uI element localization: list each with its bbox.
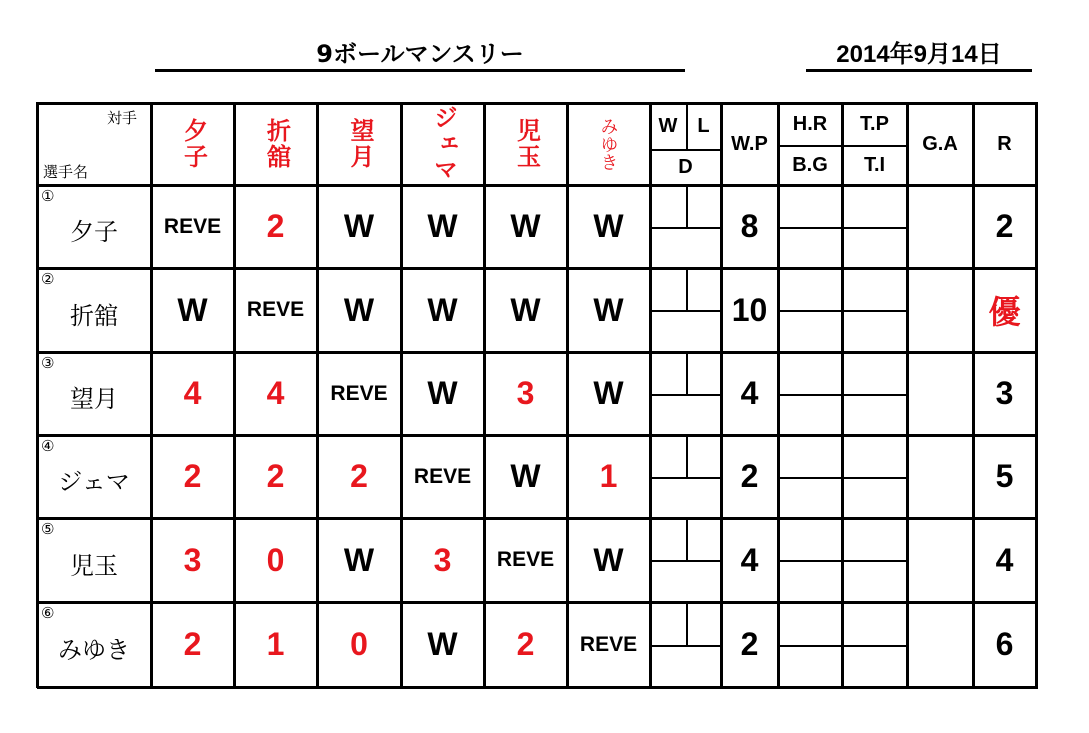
header-r <box>973 103 1036 185</box>
header-wp <box>721 103 778 185</box>
wld-row-divider <box>650 477 721 479</box>
d-label: D <box>678 155 693 178</box>
player-name: ジェマ <box>58 468 130 496</box>
result-value: 4 <box>183 375 202 411</box>
result-value: REVE <box>496 548 555 571</box>
result-value: W <box>510 208 541 244</box>
wp-value: 2 <box>740 458 759 494</box>
header-w <box>650 103 686 149</box>
wld-col-divider <box>686 268 688 310</box>
result-cell <box>401 435 484 518</box>
result-cell <box>567 352 650 435</box>
result-value: 1 <box>266 626 285 662</box>
wld-col-divider <box>686 185 688 227</box>
opponent-name: ジェマ <box>429 105 457 183</box>
result-cell <box>317 518 401 602</box>
opponent-header <box>317 103 401 185</box>
result-cell <box>234 435 317 518</box>
result-value: REVE <box>246 298 305 321</box>
rank-value: 優 <box>988 294 1021 330</box>
opponent-name: 児玉 <box>512 118 540 170</box>
wp-cell <box>721 435 778 518</box>
result-value: W <box>427 291 458 328</box>
result-value: W <box>593 291 624 328</box>
result-value: 3 <box>183 541 202 578</box>
result-cell <box>484 518 567 602</box>
player-name-cell <box>37 608 151 687</box>
result-value: W <box>427 375 458 411</box>
opponent-header <box>484 103 567 185</box>
result-value: 2 <box>183 626 202 662</box>
result-cell <box>151 185 234 268</box>
opponent-name: 折舘 <box>262 118 290 170</box>
corner-player-label: 選手名 <box>43 163 89 181</box>
result-value: 2 <box>266 458 285 494</box>
corner-opponent-label: 対手 <box>107 109 138 127</box>
wp-cell <box>721 185 778 268</box>
result-cell <box>484 185 567 268</box>
wld-row-divider <box>650 560 721 562</box>
rank-cell <box>973 268 1036 352</box>
result-cell <box>401 268 484 352</box>
wld-row-divider <box>650 227 721 229</box>
player-name: 折舘 <box>70 301 118 330</box>
result-cell <box>567 435 650 518</box>
row-number: ① <box>41 187 55 205</box>
result-value: 2 <box>516 626 535 662</box>
result-cell <box>484 602 567 687</box>
player-name: 望月 <box>70 385 118 413</box>
result-value: W <box>343 208 375 244</box>
result-cell <box>567 518 650 602</box>
player-name: 夕子 <box>70 218 118 246</box>
wp-value: 4 <box>740 541 759 578</box>
wp-label: W.P <box>731 132 768 155</box>
opponent-header <box>234 103 317 185</box>
row-number: ⑤ <box>41 520 55 538</box>
player-name-cell <box>37 274 151 352</box>
row-number: ④ <box>41 437 55 455</box>
hr-bg-row-divider <box>778 227 907 229</box>
result-value: 2 <box>350 458 368 494</box>
score-table <box>37 103 1036 687</box>
rank-cell <box>973 352 1036 435</box>
wld-row-divider <box>650 394 721 396</box>
row-number: ⑥ <box>41 604 55 622</box>
rank-cell <box>973 185 1036 268</box>
result-cell <box>317 185 401 268</box>
result-value: W <box>510 291 541 328</box>
result-cell <box>317 602 401 687</box>
result-cell <box>234 268 317 352</box>
result-cell <box>317 352 401 435</box>
result-value: REVE <box>579 632 638 656</box>
hr-bg-row-divider <box>778 394 907 396</box>
opponent-name: 夕子 <box>179 118 207 170</box>
wp-value: 8 <box>740 208 759 244</box>
player-name-cell <box>37 441 151 518</box>
wld-col-divider <box>686 435 688 477</box>
player-name: 児玉 <box>70 551 118 580</box>
rank-value: 3 <box>995 375 1014 411</box>
wp-value: 10 <box>731 291 768 328</box>
result-value: W <box>593 541 624 578</box>
player-name-cell <box>37 524 151 602</box>
header-l <box>686 103 721 149</box>
result-cell <box>484 268 567 352</box>
result-value: 1 <box>599 458 618 494</box>
opponent-header <box>401 103 484 185</box>
result-value: W <box>427 626 458 662</box>
w-label: W <box>658 114 678 137</box>
header-ga <box>907 103 973 185</box>
result-value: W <box>593 375 624 411</box>
result-value: 0 <box>266 541 285 578</box>
result-cell <box>151 352 234 435</box>
header-bg <box>778 145 842 185</box>
result-value: W <box>510 458 541 494</box>
wld-row-divider <box>650 645 721 647</box>
result-value: W <box>343 291 375 328</box>
page-title: 9ボールマンスリー <box>316 40 524 68</box>
rank-value: 4 <box>995 541 1014 578</box>
rank-cell <box>973 602 1036 687</box>
l-label: L <box>697 114 710 137</box>
wld-col-divider <box>686 602 688 645</box>
result-value: 2 <box>183 458 202 494</box>
tp-label: T.P <box>860 112 889 135</box>
player-name-cell <box>37 191 151 268</box>
date-label: 2014年9月14日 <box>836 41 1002 68</box>
result-cell <box>401 602 484 687</box>
result-cell <box>317 268 401 352</box>
header-ti <box>842 145 907 185</box>
hr-label: H.R <box>792 112 828 135</box>
result-value: W <box>177 291 208 328</box>
result-cell <box>234 185 317 268</box>
ga-label: G.A <box>922 132 958 155</box>
result-cell <box>234 602 317 687</box>
rank-value: 6 <box>995 626 1014 662</box>
result-value: W <box>593 208 624 244</box>
result-value: REVE <box>413 464 472 488</box>
wp-cell <box>721 352 778 435</box>
header-d <box>650 149 721 185</box>
result-cell <box>151 435 234 518</box>
opponent-header <box>567 103 650 185</box>
hr-bg-row-divider <box>778 310 907 312</box>
date-underline <box>806 69 1032 72</box>
player-name: みゆき <box>58 636 130 664</box>
result-value: W <box>343 541 375 578</box>
wp-cell <box>721 602 778 687</box>
opponent-name: みゆき <box>598 117 619 171</box>
bg-label: B.G <box>792 153 828 176</box>
result-value: 4 <box>266 375 285 411</box>
title-underline <box>155 69 685 72</box>
opponent-name: 望月 <box>346 118 373 170</box>
result-value: 3 <box>516 375 535 411</box>
player-name-cell <box>37 358 151 435</box>
ti-label: T.I <box>863 153 886 176</box>
wp-value: 2 <box>740 626 759 662</box>
result-value: 3 <box>433 541 452 578</box>
wld-col-divider <box>686 352 688 394</box>
result-value: REVE <box>163 214 222 238</box>
wp-cell <box>721 518 778 602</box>
hr-bg-row-divider <box>778 477 907 479</box>
rank-value: 5 <box>995 458 1014 494</box>
wld-col-divider <box>686 518 688 560</box>
row-number: ③ <box>41 354 55 372</box>
result-cell <box>151 268 234 352</box>
result-cell <box>567 185 650 268</box>
result-cell <box>401 352 484 435</box>
row-number: ② <box>41 270 55 288</box>
result-cell <box>484 352 567 435</box>
result-cell <box>234 352 317 435</box>
opponent-header <box>151 103 234 185</box>
result-cell <box>401 185 484 268</box>
result-value: 2 <box>266 208 285 244</box>
result-cell <box>151 518 234 602</box>
result-cell <box>401 518 484 602</box>
result-cell <box>317 435 401 518</box>
rank-cell <box>973 518 1036 602</box>
header-tp <box>842 103 907 145</box>
result-value: W <box>427 208 458 244</box>
rank-value: 2 <box>995 208 1014 244</box>
wp-value: 4 <box>740 375 759 411</box>
result-cell <box>484 435 567 518</box>
result-cell <box>567 268 650 352</box>
result-value: 0 <box>350 626 368 662</box>
hr-bg-row-divider <box>778 645 907 647</box>
hr-bg-row-divider <box>778 560 907 562</box>
result-cell <box>151 602 234 687</box>
result-cell <box>234 518 317 602</box>
wp-cell <box>721 268 778 352</box>
r-label: R <box>997 132 1012 155</box>
result-value: REVE <box>330 381 388 405</box>
result-cell <box>567 602 650 687</box>
rank-cell <box>973 435 1036 518</box>
header-hr <box>778 103 842 145</box>
wld-row-divider <box>650 310 721 312</box>
